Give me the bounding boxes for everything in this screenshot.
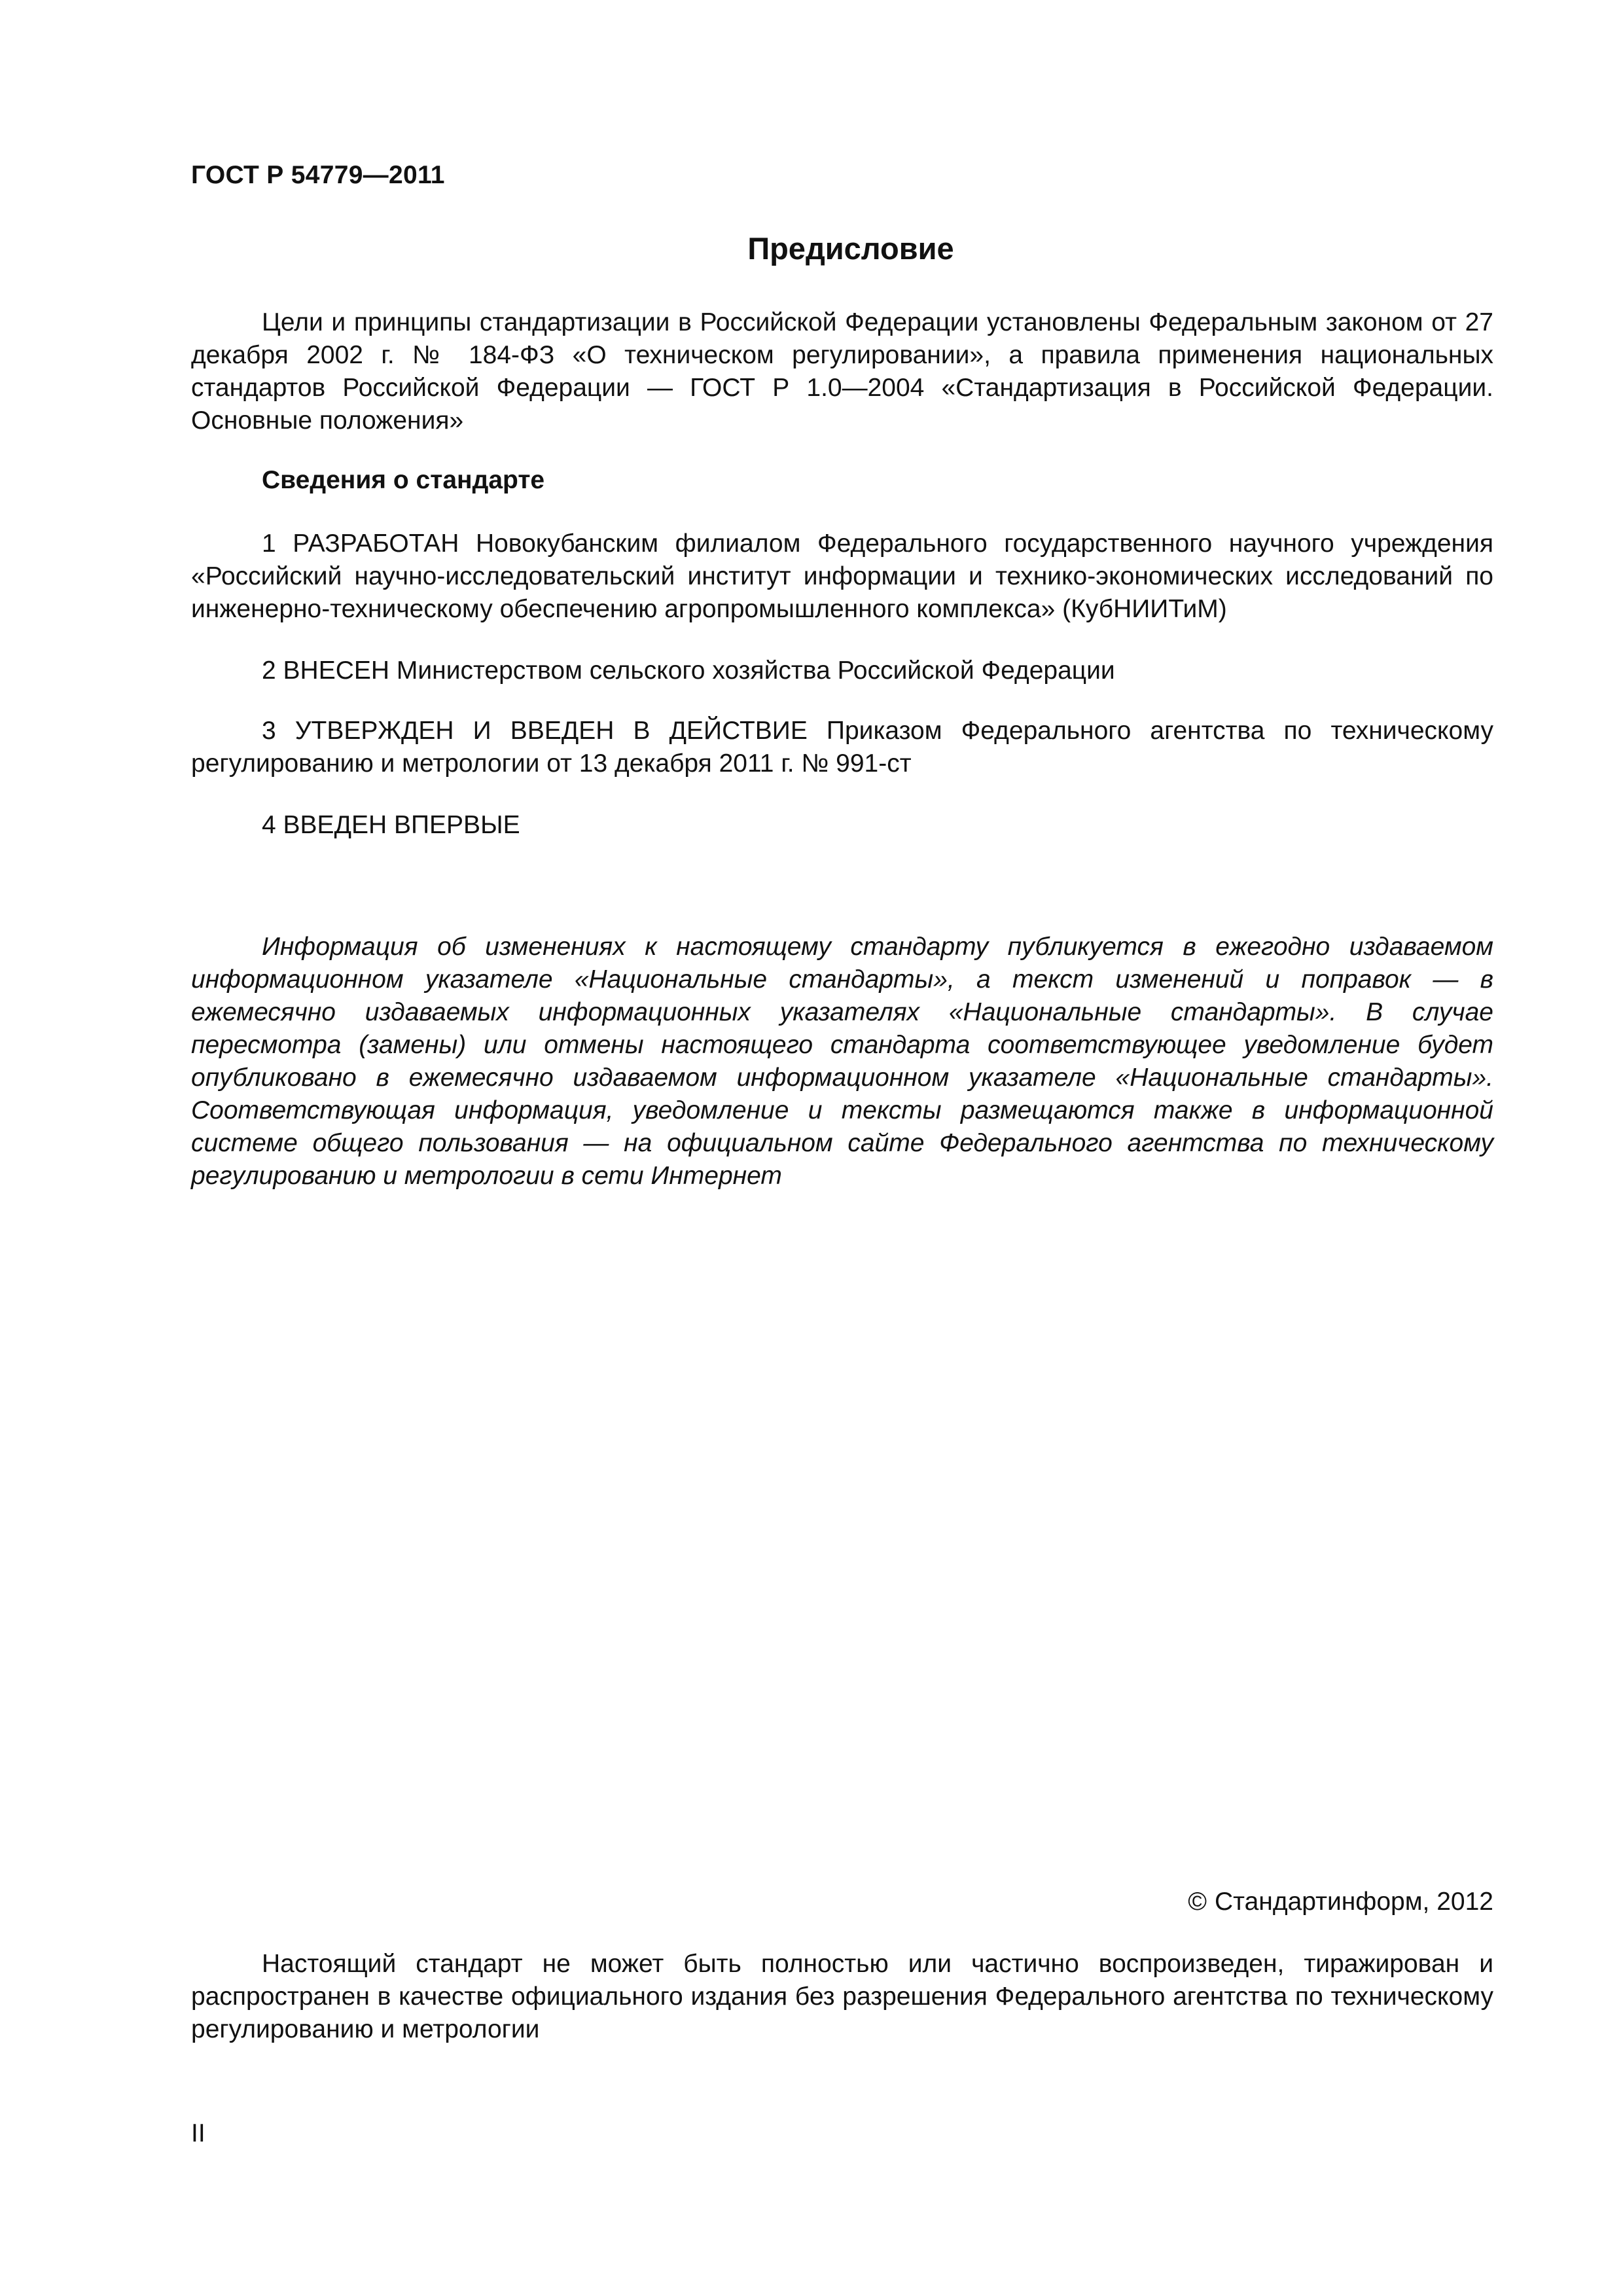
changes-notice-paragraph: Информация об изменениях к настоящему стандарту публикуется в ежегодно издаваемом информационном указателе «Национальные стандарты», а текст изменений и поправок — в ежемесячно издаваемых информационных указателях «Национальные стандарты». В случае пересмотра (замены) или отмены настоящего стандарта соответствующее уведомление будет опубликовано в ежемесячно издаваемом информационном указателе «Национальные стандарты». Соответствующая информация, уведомление и тексты размещаются также в информационной системе общего пользования — на официальном сайте Федерального агентства по техническому регулированию и метрологии в сети Интернет xyxy=(191,933,1493,1190)
page-number: II xyxy=(191,2119,205,2147)
standard-info-heading: Сведения о стандарте xyxy=(262,466,545,494)
copyright-line xyxy=(1188,1888,1493,1916)
reproduction-notice-paragraph: Настоящий стандарт не может быть полностью или частично воспроизведен, тиражирован и распространен в качестве официального издания без разрешения Федерального агентства по техническому регулированию и метрологии xyxy=(191,1950,1493,2043)
standard-info-item-1: 1 РАЗРАБОТАН Новокубанским филиалом Федерального государственного научного учреждения «Российский научно-исследовательский институт информации и технико-экономических исследований по инженерно-техническому обеспечению агропромышленного комплекса» (КубНИИТиМ) xyxy=(191,529,1493,623)
page-title: Предисловие xyxy=(747,231,954,266)
document-code-header: ГОСТ Р 54779—2011 xyxy=(191,161,445,189)
intro-paragraph: Цели и принципы стандартизации в Российской Федерации установлены Федеральным законом от 27 декабря 2002 г. № 184-ФЗ «О техническом регулировании», а правила применения национальных стандартов Российской Федерации — ГОСТ Р 1.0—2004 «Стандартизация в Российской Федерации. Основные положения» xyxy=(191,308,1493,435)
standard-info-item-4: 4 ВВЕДЕН ВПЕРВЫЕ xyxy=(262,811,520,839)
standard-info-item-2: 2 ВНЕСЕН Министерством сельского хозяйства Российской Федерации xyxy=(262,656,1115,685)
standard-info-item-3: 3 УТВЕРЖДЕН И ВВЕДЕН В ДЕЙСТВИЕ Приказом Федерального агентства по техническому регулированию и метрологии от 13 декабря 2011 г. № 991-ст xyxy=(191,717,1493,778)
copyright-text: Стандартинформ, 2012 xyxy=(1215,1888,1493,1916)
copyright-icon: © xyxy=(1188,1888,1207,1916)
